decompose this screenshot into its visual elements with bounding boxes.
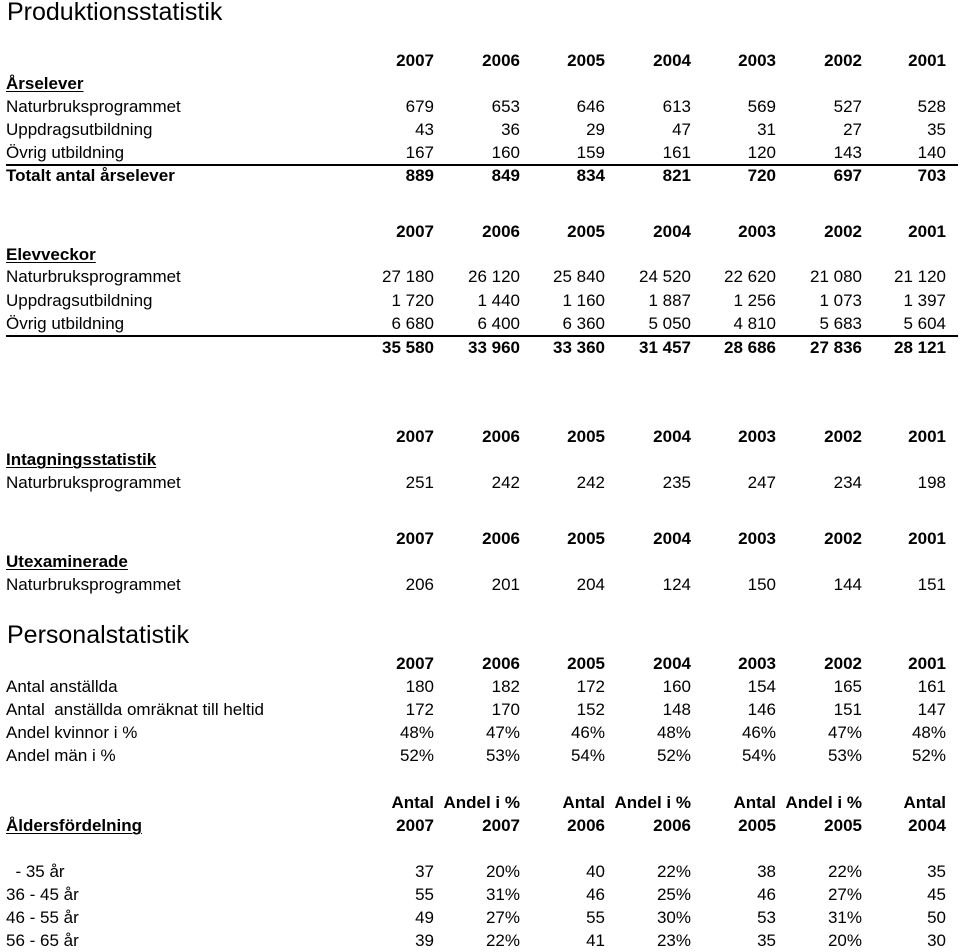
cell-value: 2006 xyxy=(482,222,520,241)
cell-value: 180 xyxy=(405,677,434,696)
cell-value: 2005 xyxy=(567,427,605,446)
cell-value: 46 xyxy=(586,885,605,904)
cell-value: 165 xyxy=(833,677,862,696)
cell-value: 29 xyxy=(586,120,605,139)
table-row xyxy=(6,883,958,906)
cell-value: 206 xyxy=(405,575,434,594)
total-row xyxy=(6,164,958,187)
cell-value: 569 xyxy=(747,97,776,116)
section-heading-label: Årselever xyxy=(6,74,84,93)
cell-value: 889 xyxy=(405,166,434,185)
cell-value: 242 xyxy=(491,473,520,492)
section-heading-intagning xyxy=(6,448,958,471)
cell-value: Andel i % xyxy=(785,793,862,812)
cell-value: 720 xyxy=(747,166,776,185)
years-header-row xyxy=(6,49,958,72)
cell-value: 235 xyxy=(662,473,691,492)
cell-value: 251 xyxy=(405,473,434,492)
cell-value: Andel i % xyxy=(614,793,691,812)
cell-value: 2007 xyxy=(396,51,434,70)
cell-value: 48% xyxy=(656,723,691,742)
cell-value: 1 440 xyxy=(477,291,520,310)
row-label: Totalt antal årselever xyxy=(6,166,175,185)
cell-value: 167 xyxy=(405,143,434,162)
cell-value: 172 xyxy=(576,677,605,696)
cell-value: 27 xyxy=(843,120,862,139)
cell-value: 4 810 xyxy=(733,314,776,333)
cell-value: 140 xyxy=(917,143,946,162)
cell-value: 24 520 xyxy=(639,267,691,286)
cell-value: 33 360 xyxy=(553,338,605,357)
cell-value: 2004 xyxy=(653,427,691,446)
cell-value: 172 xyxy=(405,700,434,719)
row-label: Uppdragsutbildning xyxy=(6,120,153,139)
section-heading-label: Utexaminerade xyxy=(6,552,128,571)
years-header-row xyxy=(6,652,958,675)
cell-value: 48% xyxy=(399,723,434,742)
table-row xyxy=(6,906,958,929)
cell-value: Antal xyxy=(733,793,776,812)
cell-value: Andel i % xyxy=(443,793,520,812)
cell-value: 124 xyxy=(662,575,691,594)
table-row xyxy=(6,744,958,767)
cell-value: 30 xyxy=(927,931,946,950)
cell-value: 20% xyxy=(827,931,862,950)
cell-value: 2002 xyxy=(824,654,862,673)
cell-value: 2001 xyxy=(908,654,946,673)
row-label: Uppdragsutbildning xyxy=(6,291,153,310)
cell-value: 646 xyxy=(576,97,605,116)
cell-value: 55 xyxy=(586,908,605,927)
cell-value: 2002 xyxy=(824,51,862,70)
cell-value: 2005 xyxy=(824,816,862,835)
cell-value: 21 080 xyxy=(810,267,862,286)
row-label: - 35 år xyxy=(6,862,65,881)
cell-value: 697 xyxy=(833,166,862,185)
cell-value: 2001 xyxy=(908,51,946,70)
cell-value: 53% xyxy=(485,746,520,765)
row-label: Naturbruksprogrammet xyxy=(6,575,181,594)
row-label: Antal anställda omräknat till heltid xyxy=(6,700,264,719)
cell-value: 160 xyxy=(662,677,691,696)
cell-value: 2004 xyxy=(653,51,691,70)
cell-value: Antal xyxy=(391,793,434,812)
cell-value: 31 xyxy=(757,120,776,139)
table-row xyxy=(6,860,958,883)
years-header-row xyxy=(6,425,958,448)
table-row xyxy=(6,141,958,164)
cell-value: 653 xyxy=(491,97,520,116)
cell-value: 1 256 xyxy=(733,291,776,310)
cell-value: 22% xyxy=(485,931,520,950)
cell-value: Antal xyxy=(562,793,605,812)
cell-value: 703 xyxy=(917,166,946,185)
cell-value: 27 180 xyxy=(382,267,434,286)
cell-value: 2002 xyxy=(824,222,862,241)
cell-value: 2006 xyxy=(653,816,691,835)
cell-value: 35 xyxy=(927,862,946,881)
years-header-row xyxy=(6,220,958,243)
cell-value: 37 xyxy=(415,862,434,881)
cell-value: 151 xyxy=(917,575,946,594)
section-heading-utexaminerade xyxy=(6,550,958,573)
section-heading-label: Elevveckor xyxy=(6,245,96,264)
cell-value: 6 360 xyxy=(562,314,605,333)
cell-value: 2005 xyxy=(567,654,605,673)
cell-value: 161 xyxy=(917,677,946,696)
cell-value: 2007 xyxy=(396,654,434,673)
cell-value: 2005 xyxy=(567,222,605,241)
cell-value: 46% xyxy=(741,723,776,742)
row-label: Åldersfördelning xyxy=(6,816,143,835)
cell-value: 679 xyxy=(405,97,434,116)
cell-value: 2003 xyxy=(738,222,776,241)
cell-value: 39 xyxy=(415,931,434,950)
cell-value: 38 xyxy=(757,862,776,881)
section-heading-label: Intagningsstatistik xyxy=(6,450,157,469)
cell-value: 234 xyxy=(833,473,862,492)
cell-value: 53 xyxy=(757,908,776,927)
cell-value: 48% xyxy=(911,723,946,742)
cell-value: 1 397 xyxy=(903,291,946,310)
total-row xyxy=(6,336,958,359)
row-label: 46 - 55 år xyxy=(6,908,79,927)
cell-value: 35 xyxy=(757,931,776,950)
cell-value: 2003 xyxy=(738,529,776,548)
cell-value: 52% xyxy=(399,746,434,765)
cell-value: 53% xyxy=(827,746,862,765)
row-label: Naturbruksprogrammet xyxy=(6,473,181,492)
cell-value: 2007 xyxy=(396,427,434,446)
cell-value: 160 xyxy=(491,143,520,162)
table-row xyxy=(6,118,958,141)
cell-value: 2003 xyxy=(738,427,776,446)
age-header-bottom-row xyxy=(6,814,958,837)
cell-value: 170 xyxy=(491,700,520,719)
row-label: 36 - 45 år xyxy=(6,885,79,904)
cell-value: 30% xyxy=(656,908,691,927)
cell-value: 2002 xyxy=(824,529,862,548)
cell-value: 154 xyxy=(747,677,776,696)
row-label: Övrig utbildning xyxy=(6,314,125,333)
section-heading-arselever xyxy=(6,72,958,95)
cell-value: 52% xyxy=(656,746,691,765)
page-title: Produktionsstatistik xyxy=(7,0,223,26)
cell-value: 144 xyxy=(833,575,862,594)
cell-value: 23% xyxy=(656,931,691,950)
cell-value: 120 xyxy=(747,143,776,162)
cell-value: 2004 xyxy=(653,529,691,548)
cell-value: 50 xyxy=(927,908,946,927)
table-row xyxy=(6,471,958,494)
cell-value: 2007 xyxy=(396,529,434,548)
age-header-top-row xyxy=(6,791,958,814)
cell-value: 33 960 xyxy=(468,338,520,357)
table-row xyxy=(6,312,958,335)
cell-value: 2001 xyxy=(908,222,946,241)
cell-value: 41 xyxy=(586,931,605,950)
cell-value: 46% xyxy=(570,723,605,742)
cell-value: 143 xyxy=(833,143,862,162)
table-row xyxy=(6,698,958,721)
years-header-row xyxy=(6,527,958,550)
cell-value: 161 xyxy=(662,143,691,162)
cell-value: 22% xyxy=(827,862,862,881)
cell-value: 198 xyxy=(917,473,946,492)
table-row xyxy=(6,95,958,118)
cell-value: 150 xyxy=(747,575,776,594)
row-label: Andel kvinnor i % xyxy=(6,723,138,742)
cell-value: 821 xyxy=(662,166,691,185)
cell-value: 2006 xyxy=(482,529,520,548)
cell-value: 2006 xyxy=(482,51,520,70)
cell-value: 159 xyxy=(576,143,605,162)
cell-value: 6 400 xyxy=(477,314,520,333)
cell-value: 204 xyxy=(576,575,605,594)
cell-value: 528 xyxy=(917,97,946,116)
cell-value: 834 xyxy=(576,166,605,185)
cell-value: 2001 xyxy=(908,427,946,446)
cell-value: 2005 xyxy=(738,816,776,835)
cell-value: 27% xyxy=(827,885,862,904)
cell-value: 46 xyxy=(757,885,776,904)
cell-value: 27% xyxy=(485,908,520,927)
cell-value: 47% xyxy=(827,723,862,742)
cell-value: 527 xyxy=(833,97,862,116)
cell-value: 1 720 xyxy=(391,291,434,310)
cell-value: 2006 xyxy=(567,816,605,835)
cell-value: 49 xyxy=(415,908,434,927)
cell-value: 20% xyxy=(485,862,520,881)
cell-value: 43 xyxy=(415,120,434,139)
cell-value: 2004 xyxy=(653,654,691,673)
cell-value: 5 604 xyxy=(903,314,946,333)
cell-value: 21 120 xyxy=(894,267,946,286)
table-row xyxy=(6,721,958,744)
cell-value: 47 xyxy=(672,120,691,139)
cell-value: 247 xyxy=(747,473,776,492)
cell-value: 2007 xyxy=(396,222,434,241)
cell-value: 2003 xyxy=(738,51,776,70)
cell-value: 28 121 xyxy=(894,338,946,357)
table-row xyxy=(6,289,958,312)
row-label: Andel män i % xyxy=(6,746,116,765)
cell-value: 25 840 xyxy=(553,267,605,286)
cell-value: 201 xyxy=(491,575,520,594)
row-label: Naturbruksprogrammet xyxy=(6,267,181,286)
cell-value: 6 680 xyxy=(391,314,434,333)
table-row xyxy=(6,265,958,288)
cell-value: 2001 xyxy=(908,529,946,548)
cell-value: 2007 xyxy=(482,816,520,835)
cell-value: 31% xyxy=(485,885,520,904)
cell-value: 2004 xyxy=(653,222,691,241)
row-label: Antal anställda xyxy=(6,677,118,696)
cell-value: 1 160 xyxy=(562,291,605,310)
table-row xyxy=(6,675,958,698)
cell-value: 5 683 xyxy=(819,314,862,333)
cell-value: 148 xyxy=(662,700,691,719)
cell-value: 147 xyxy=(917,700,946,719)
cell-value: 2004 xyxy=(908,816,946,835)
cell-value: 28 686 xyxy=(724,338,776,357)
cell-value: 26 120 xyxy=(468,267,520,286)
cell-value: Antal xyxy=(903,793,946,812)
section-heading-elevveckor xyxy=(6,243,958,266)
cell-value: 22% xyxy=(656,862,691,881)
cell-value: 2006 xyxy=(482,654,520,673)
cell-value: 27 836 xyxy=(810,338,862,357)
cell-value: 2005 xyxy=(567,529,605,548)
row-label: 56 - 65 år xyxy=(6,931,79,950)
cell-value: 47% xyxy=(485,723,520,742)
cell-value: 2006 xyxy=(482,427,520,446)
cell-value: 2007 xyxy=(396,816,434,835)
cell-value: 242 xyxy=(576,473,605,492)
cell-value: 40 xyxy=(586,862,605,881)
cell-value: 45 xyxy=(927,885,946,904)
row-label: Naturbruksprogrammet xyxy=(6,97,181,116)
cell-value: 25% xyxy=(656,885,691,904)
cell-value: 55 xyxy=(415,885,434,904)
cell-value: 54% xyxy=(741,746,776,765)
cell-value: 35 xyxy=(927,120,946,139)
cell-value: 146 xyxy=(747,700,776,719)
row-label: Övrig utbildning xyxy=(6,143,125,162)
cell-value: 2002 xyxy=(824,427,862,446)
cell-value: 849 xyxy=(491,166,520,185)
cell-value: 52% xyxy=(911,746,946,765)
section-title-personal: Personalstatistik xyxy=(7,621,190,649)
cell-value: 22 620 xyxy=(724,267,776,286)
cell-value: 151 xyxy=(833,700,862,719)
cell-value: 36 xyxy=(501,120,520,139)
cell-value: 5 050 xyxy=(648,314,691,333)
cell-value: 1 073 xyxy=(819,291,862,310)
cell-value: 152 xyxy=(576,700,605,719)
cell-value: 54% xyxy=(570,746,605,765)
cell-value: 31% xyxy=(827,908,862,927)
cell-value: 35 580 xyxy=(382,338,434,357)
cell-value: 182 xyxy=(491,677,520,696)
cell-value: 2003 xyxy=(738,654,776,673)
cell-value: 2005 xyxy=(567,51,605,70)
table-row xyxy=(6,573,958,596)
cell-value: 1 887 xyxy=(648,291,691,310)
cell-value: 31 457 xyxy=(639,338,691,357)
cell-value: 613 xyxy=(662,97,691,116)
